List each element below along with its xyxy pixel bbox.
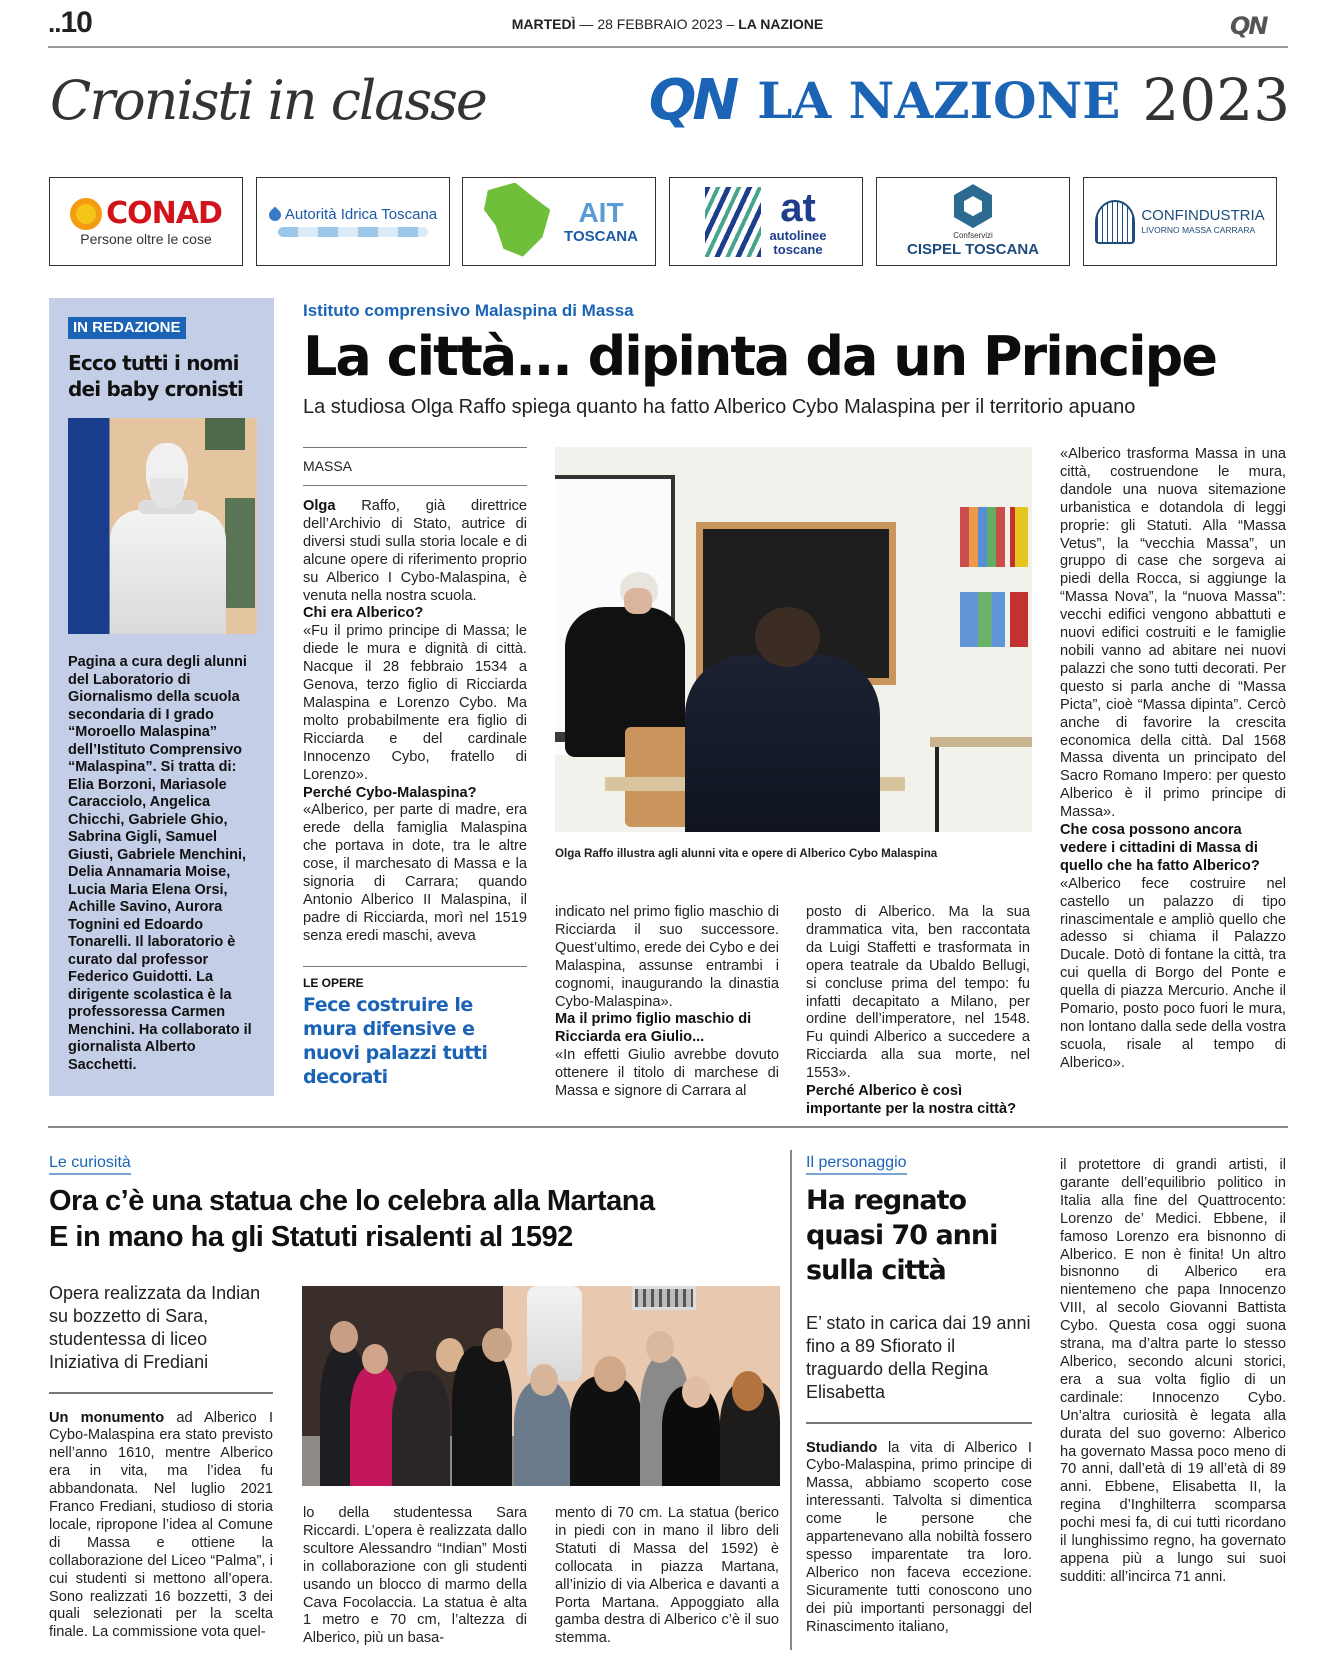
sponsor-autolinee-toscane <box>669 177 863 266</box>
curiosita-body-1: ad Alberico I Cybo-Malaspina era stato previsto nell’anno 1610, mentre Alberico era in vita, ma l’idea fu abbandonata. Nel luglio 2021 Franco Frediani, studioso di storia locale, ripropone l’idea al Comune di Massa e ottiene la collaborazione del Liceo “Palma”, i cui studenti si mettono all’opera. Sono realizzati 16 bozzetti, 3 dei quali selezionati per la scelta finale. La commissione vota quel- <box>49 1409 273 1641</box>
curiosita-left-stack <box>49 1282 273 1642</box>
article-column-4 <box>1060 446 1286 1073</box>
dateline-paper: LA NAZIONE <box>738 16 824 32</box>
conad-tagline: Persone oltre le cose <box>80 231 212 247</box>
cispel-pretitle: Confservizi <box>953 231 993 241</box>
ait-subname: TOSCANA <box>564 227 638 245</box>
question-3: Ma il primo figlio maschio di Ricciarda era Giulio... <box>555 1011 752 1046</box>
photo-desk-leg <box>935 747 939 832</box>
woman-face <box>624 588 652 614</box>
main-article-header <box>303 300 1288 420</box>
statue-photo <box>68 418 257 634</box>
water-drop-icon <box>266 206 283 223</box>
dateline-weekday: MARTEDÌ <box>511 16 576 32</box>
photo-person <box>452 1346 512 1486</box>
dateline-date: 28 FEBBRAIO 2023 <box>597 16 723 32</box>
sponsor-ait-toscana <box>462 177 656 266</box>
photo-head <box>732 1371 764 1411</box>
sidebar-box <box>49 298 274 1096</box>
question-4: Perché Alberico è così importante per la nostra città? <box>806 1083 1017 1117</box>
photo-head <box>646 1331 674 1363</box>
conad-logo <box>70 196 222 231</box>
cispel-name: CISPEL TOSCANA <box>907 240 1039 258</box>
tuscany-map-icon <box>480 183 558 261</box>
sidebar-tag: IN REDAZIONE <box>68 317 186 339</box>
opere-label: LE OPERE <box>303 975 364 990</box>
photo-person <box>392 1371 450 1486</box>
banner <box>50 58 1290 142</box>
banner-year: 2023 <box>1142 66 1290 134</box>
at-subname-2: toscane <box>773 241 823 257</box>
confindustria-name: CONFINDUSTRIA <box>1141 207 1265 225</box>
main-subhead: La studiosa Olga Raffo spiega quanto ha fatto Alberico Cybo Malaspina per il territorio apuano <box>303 396 1136 418</box>
student-jacket <box>685 655 880 832</box>
at-subname-1: autolinee <box>769 227 827 243</box>
photo-window <box>632 1286 696 1310</box>
curiosita-column-2: lo della studentessa Sara Riccardi. L’opera è realizzata dallo scultore Alessandro “Indian” Mosti in collaborazione con gli studenti usando un blocco di marmo della Cava Focolaccia. La statua è alta 1 metro e 70 cm, l’altezza di Alberico, più un basa- <box>303 1505 527 1647</box>
answer-4: «Alberico trasforma Massa in una città, costruendone le mura, dandole una nuova sitemazione urbanistica e dotandola di leggi proprie: gli Statuti. Alla “Massa Vetus”, la “vecchia Massa”, un gruppo di case che sorgeva ai piedi della Rocca, si aggiunge la “Massa Nova”, la “nuova Massa”: vecchi edifici vengono abbattuti e nuovi edifici costruiti e le famiglie nobili vanno ad abitare nei nuovi palazzi che sono tutti decorati. Per questo si parla anche di “Massa Picta”, cioè “Massa dipinta”. Cercò anche di favorire la crescita economica della città. Dal 1568 Massa diventa un principato del Sacro Romano Impero: per questo Alberico è il primo principe di Massa». <box>1060 446 1286 821</box>
photo-head <box>530 1364 558 1396</box>
photo-statue <box>98 438 238 634</box>
sponsor-autorita-idrica <box>256 177 450 266</box>
personaggio-headline: Ha regnato quasi 70 anni sulla città <box>806 1185 998 1286</box>
article-column-2 <box>555 904 779 1101</box>
sidebar-body: Pagina a cura degli alunni del Laboratorio di Giornalismo della scuola secondaria di I grado “Moroello Malaspina” dell’Istituto Comprensivo “Malaspina”. Si tratta di: Elia Borzoni, Mariasole Caracciolo, Angelica Chicchi, Gabriele Ghio, Sabrina Gigli, Samuel Giusti, Gabriele Menchini, Delia Annamaria Moise, Lucia Maria Elena Orsi, Achille Savino, Aurora Tognini ed Edoardo Tonarelli. Il laboratorio è curato dal professor Federico Guidotti. La dirigente scolastica è la professoressa Carmen Menchini. Ha collaborato il giornalista Alberto Sacchetti. <box>68 654 252 1073</box>
at-stripes-icon <box>705 187 761 257</box>
article-column-1-stack <box>303 447 527 1089</box>
photo-person <box>514 1381 572 1486</box>
curiosita-lead-bold: Un monumento <box>49 1409 165 1426</box>
answer-2-part-1: «Alberico, per parte di madre, era erede della famiglia Malaspina che portava in dote, tra le altre cose, il marchesato di Massa e la signoria di Carrara; quando Antonio Alberico II Malaspina, il padre di Ricciarda, morì nel 1519 senza eredi maschi, aveva <box>303 802 527 944</box>
students-group-photo <box>302 1286 780 1486</box>
autorita-idrica-name: Autorità Idrica Toscana <box>284 206 438 223</box>
lead-text: Raffo, già direttrice dell’Archivio di Stato, autrice di diversi studi sulla storia locale e di alcune opere di riferimento proprio su Alberico I Cybo-Malaspina, è venuta nella nostra scuola. <box>303 498 527 604</box>
banner-masthead <box>649 66 1290 134</box>
curiosita-headline-line-1: Ora c’è una statua che lo celebra alla Martana <box>49 1185 655 1217</box>
question-1: Chi era Alberico? <box>303 605 424 622</box>
banner-paper-name: LA NAZIONE <box>757 70 1121 130</box>
statue-beard <box>150 478 184 508</box>
waves-icon <box>278 227 428 237</box>
personaggio-column-1 <box>806 1440 1032 1637</box>
hexagon-icon <box>954 184 992 228</box>
curiosita-kicker: Le curiosità <box>49 1152 131 1175</box>
location-label: MASSA <box>303 447 527 486</box>
confindustria-subname: LIVORNO MASSA CARRARA <box>1141 225 1256 236</box>
photo-poster-1 <box>960 507 1005 567</box>
curiosita-column-1 <box>49 1410 273 1643</box>
personaggio-subhead: E’ stato in carica dai 19 anni fino a 89 Sfiorato il traguardo della Regina Elisabetta <box>806 1313 1031 1402</box>
lead-bold: Olga <box>303 498 336 514</box>
photo-head <box>330 1321 358 1353</box>
dateline <box>300 16 1035 32</box>
conad-name: CONAD <box>106 196 222 231</box>
column-divider <box>790 1150 792 1650</box>
personaggio-kicker: Il personaggio <box>806 1152 907 1175</box>
answer-3-part-1: «In effetti Giulio avrebbe dovuto ottenere il titolo di marchese di Massa e signore di Carrara al <box>555 1047 779 1100</box>
question-5: Che cosa possono ancora vedere i cittadini di Massa di quello che ha fatto Alberico? <box>1060 822 1260 874</box>
sponsor-cispel <box>876 177 1070 266</box>
main-headline: La città... dipinta da un Principe <box>303 325 1216 388</box>
qn-logo-icon: QN <box>1230 12 1267 40</box>
curiosita-column-3: mento di 70 cm. La statua (berico in piedi con in mano il libro deli Statuti di Massa del 1592) è collocata in piazza Martana, all’inizio di via Alberica e davanti a Porta Martana. Appoggiato alla gamba destra di Alberico c’è il suo stemma. <box>555 1505 779 1647</box>
personaggio-lead-bold: Studiando <box>806 1439 878 1456</box>
photo-head <box>594 1356 626 1392</box>
header-rule <box>48 46 1288 48</box>
main-kicker: Istituto comprensivo Malaspina di Massa <box>303 301 634 320</box>
dateline-separator: — <box>579 16 594 32</box>
sponsor-confindustria <box>1083 177 1277 266</box>
page-number-prefix: .. <box>48 8 61 38</box>
answer-5: «Alberico fece costruire nel castello un palazzo di tipo rinascimentale e ampliò quello che adesso si chiama il Palazzo Ducale. Dotò di fontane la città, tra cui quella di Borgo del Ponte e quella di piazza Mercurio. Anche il Pomario, posto poco fuori le mura, non lontano dalla sede della vostra scuola, risale al tempo di Alberico». <box>1060 875 1286 1071</box>
answer-1: «Fu il primo principe di Massa; le diede le mura e dignità di città. Nacque il 28 febbraio 1534 a Genova, terzo figlio di Ricciarda Malaspina e Lorenzo Cybo. Ma molto probabilmente era figlio di Ricciarda e del cardinale Innocenzo Cybo, fratello di Lorenzo». <box>303 623 527 783</box>
student-hair <box>755 607 820 667</box>
article-column-3 <box>806 904 1030 1119</box>
curiosita-subhead: Opera realizzata da Indian su bozzetto di Sara, studentessa di liceo Iniziativa di Frediani <box>49 1283 261 1372</box>
question-2: Perché Cybo-Malaspina? <box>303 784 477 801</box>
sidebar-title: Ecco tutti i nomi dei baby cronisti <box>68 351 244 401</box>
answer-2-part-2: indicato nel primo figlio maschio di Ricciarda il suo successore. Quest’ultimo, erede dei Cybo e dei Malaspina, assunse entrambi i cognomi, inaugurando la dinastia Cybo-Malaspina». <box>555 904 779 1010</box>
dateline-separator-2: – <box>726 16 735 32</box>
ait-name: AIT <box>578 196 624 228</box>
curiosita-headline-line-2: E in mano ha gli Statuti risalenti al 1592 <box>49 1221 573 1253</box>
at-name: at <box>780 185 816 230</box>
sponsor-conad <box>49 177 243 266</box>
page-number <box>48 6 92 40</box>
photo-poster-3 <box>960 592 1005 647</box>
photo-student <box>685 607 880 832</box>
photo-head <box>482 1328 512 1362</box>
photo-person <box>570 1376 642 1486</box>
personaggio-stack <box>806 1152 1032 1636</box>
personaggio-body-1: la vita di Alberico I Cybo-Malaspina, primo principe di Massa, abbiamo scoperto cose interessanti. Talvolta si dimentica come le persone che appartenevano alla nobiltà fossero spesso imparentate tra loro. Alberico non faceva eccezione. Sicuramente tutti conoscono uno dei più importanti personaggi del Rinascimento italiano, <box>806 1439 1032 1635</box>
photo-poster-4 <box>1010 592 1028 647</box>
curiosita-header <box>49 1152 784 1255</box>
photo-desk-3 <box>930 737 1032 747</box>
photo-head <box>362 1344 388 1374</box>
opere-box <box>303 966 527 1089</box>
article-column-1 <box>303 498 527 946</box>
flower-icon <box>70 198 102 230</box>
photo-head <box>682 1376 710 1408</box>
classroom-photo <box>555 447 1032 832</box>
photo-poster-2 <box>1010 507 1028 567</box>
photo-caption: Olga Raffo illustra agli alunni vita e opere di Alberico Cybo Malaspina <box>555 847 938 860</box>
banner-title: Cronisti in classe <box>50 68 486 132</box>
confindustria-emblem-icon <box>1095 200 1135 244</box>
opere-title: Fece costruire le mura difensive e nuovi palazzi tutti decorati <box>303 993 488 1088</box>
page-number-value: 10 <box>60 6 92 39</box>
personaggio-sub-rule <box>806 1422 1032 1424</box>
statue-body <box>110 510 226 634</box>
answer-3-part-2: posto di Alberico. Ma la sua drammatica vita, ben raccontata da Luigi Staffetti e trasformata in opera teatrale da Ubaldo Bellugi, si concluse prima del tempo: fu infatti decapitato a Milano, per ordine dell’imperatore, nel 1548. Fu quindi Alberico a succedere a Ricciarda alla sua morte, nel 1553». <box>806 904 1030 1082</box>
curiosita-sub-rule <box>49 1392 273 1394</box>
curiosita-headline <box>49 1183 784 1255</box>
personaggio-column-2: il protettore di grandi artisti, il garante dell’equilibrio politico in Italia alla fine del Quattrocento: Lorenzo de’ Medici. Ebbene, il famoso Lorenzo era bisnonno di Alberico. E non è finita! Un altro bisnonno di Alberico era nientemeno che papa Innocenzo VIII, al secolo Giovanni Battista Cybo. Questa cosa oggi suona strana, ma d’altra parte lo stesso Alberico, secondo alcuni storici, era a sua volta figlio di un cardinale: Innocenzo Cybo. Un’altra curiosità è legata alla durata del suo governo: Alberico ha governato Massa poco meno di 70 anni, dall’età di 19 all’età di 89 anni. Ebbene, Elisabetta II, la regina d’Inghilterra scomparsa pochi mesi fa, di cui tutti ricordano il lunghissimo regno, ha governato appena più a lungo sui suoi sudditi: all’incirca 71 anni. <box>1060 1157 1286 1585</box>
section-divider <box>48 1126 1288 1128</box>
banner-qn-logo: QN <box>648 67 736 133</box>
